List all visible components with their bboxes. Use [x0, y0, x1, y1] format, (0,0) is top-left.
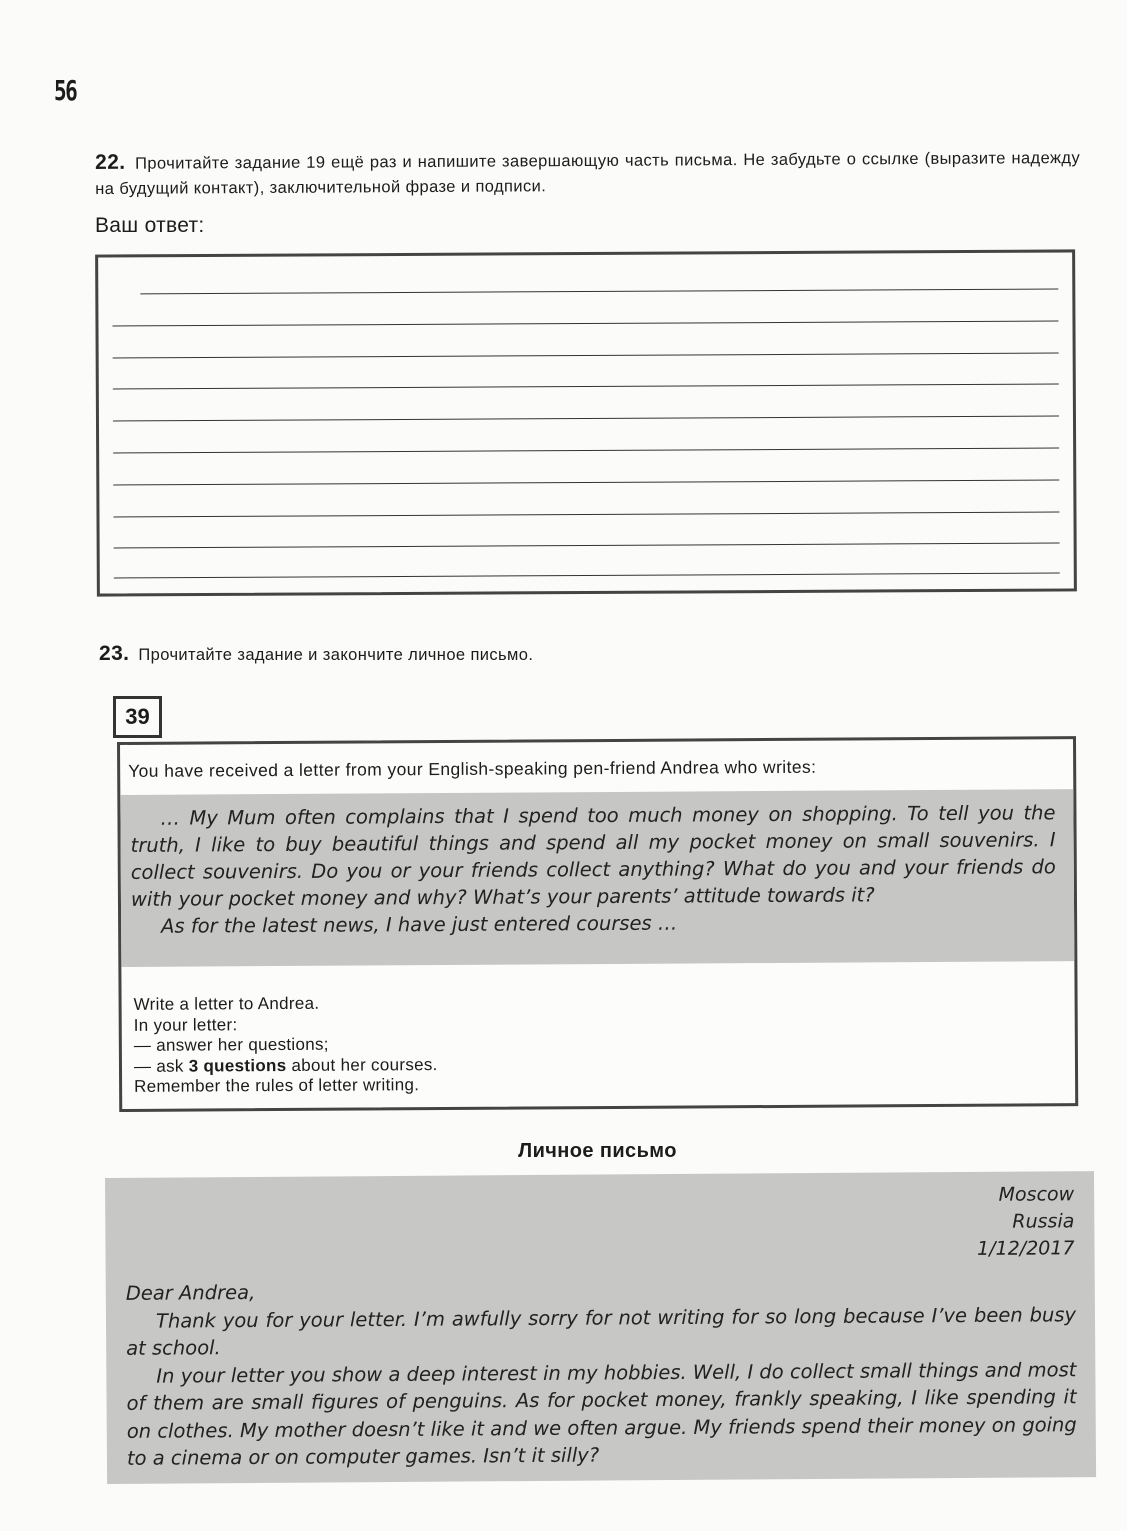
excerpt-paragraph: As for the latest news, I have just entered courses … — [161, 911, 678, 938]
instruction-emphasis: 3 questions — [188, 1055, 287, 1076]
task-23 — [99, 641, 533, 668]
answer-line[interactable] — [114, 573, 1060, 579]
letter-paragraph: In your letter you show a deep interest in my hobbies. Well, I do collect small things and most of them are small figures of penguins. As for pocket money, frankly speaking, I like spending it on clothes. My mother doesn’t like it and we often argue. My friends spend their money on going to a cinema or on computer games. Isn’t it silly? — [126, 1357, 1077, 1470]
instruction-text: about her courses. — [286, 1054, 438, 1075]
answer-box[interactable] — [95, 249, 1077, 596]
letter-paragraph: Thank you for your letter. I’m awfully sorry for not writing for so long because I’ve been busy at school. — [126, 1302, 1077, 1360]
task-22-number: 22. — [95, 150, 126, 174]
letter-address — [977, 1181, 1075, 1263]
sample-letter — [105, 1171, 1096, 1484]
instruction-line: Write a letter to Andrea. — [133, 993, 320, 1014]
address-city: Moscow — [998, 1183, 1075, 1206]
task-card — [117, 736, 1078, 1112]
answer-line[interactable] — [113, 448, 1059, 454]
page-number: 56 — [54, 74, 77, 107]
answer-label: Ваш ответ: — [95, 214, 205, 237]
instruction-line — [134, 1055, 438, 1077]
letter-body — [126, 1273, 1077, 1472]
instruction-line: Remember the rules of letter writing. — [134, 1075, 420, 1096]
letter-heading: Личное письмо — [518, 1140, 677, 1162]
answer-line[interactable] — [113, 512, 1059, 518]
answer-line[interactable] — [113, 384, 1059, 390]
letter-date: 1/12/2017 — [977, 1237, 1075, 1260]
card-intro: You have received a letter from your English-speaking pen-friend Andrea who writes: — [128, 756, 817, 781]
instruction-line: — answer her questions; — [133, 1034, 329, 1055]
answer-line[interactable] — [113, 480, 1059, 486]
task-23-text: Прочитайте задание и закончите личное письмо. — [138, 646, 534, 664]
instruction-text: — ask — [133, 1056, 189, 1076]
address-country: Russia — [1012, 1210, 1075, 1233]
task-card-number: 39 — [113, 696, 162, 738]
answer-line[interactable] — [114, 543, 1060, 549]
answer-line[interactable] — [112, 321, 1058, 327]
excerpt-paragraph: … My Mum often complains that I spend too much money on shopping. To tell you the truth, I like to buy beautiful things and spend all my pocket money on small souvenirs. I collect souvenirs. Do you or your friends collect anything? What do you and your friends do with your pocket money and why? What’s your parents’ attitude towards it? — [130, 801, 1056, 911]
card-instructions — [134, 993, 438, 1097]
task-22 — [95, 144, 1080, 202]
letter-greeting: Dear Andrea, — [125, 1280, 256, 1305]
task-22-text: Прочитайте задание 19 ещё раз и напишите завершающую часть письма. Не забудьте о ссылке (выразите надежду на будущий контакт), заключительной фразе и подписи. — [95, 148, 1081, 198]
letter-excerpt — [120, 789, 1074, 967]
answer-line[interactable] — [113, 416, 1059, 422]
answer-line[interactable] — [140, 289, 1058, 295]
instruction-line: In your letter: — [133, 1014, 238, 1035]
task-23-number: 23. — [99, 642, 130, 665]
answer-line[interactable] — [113, 353, 1059, 359]
